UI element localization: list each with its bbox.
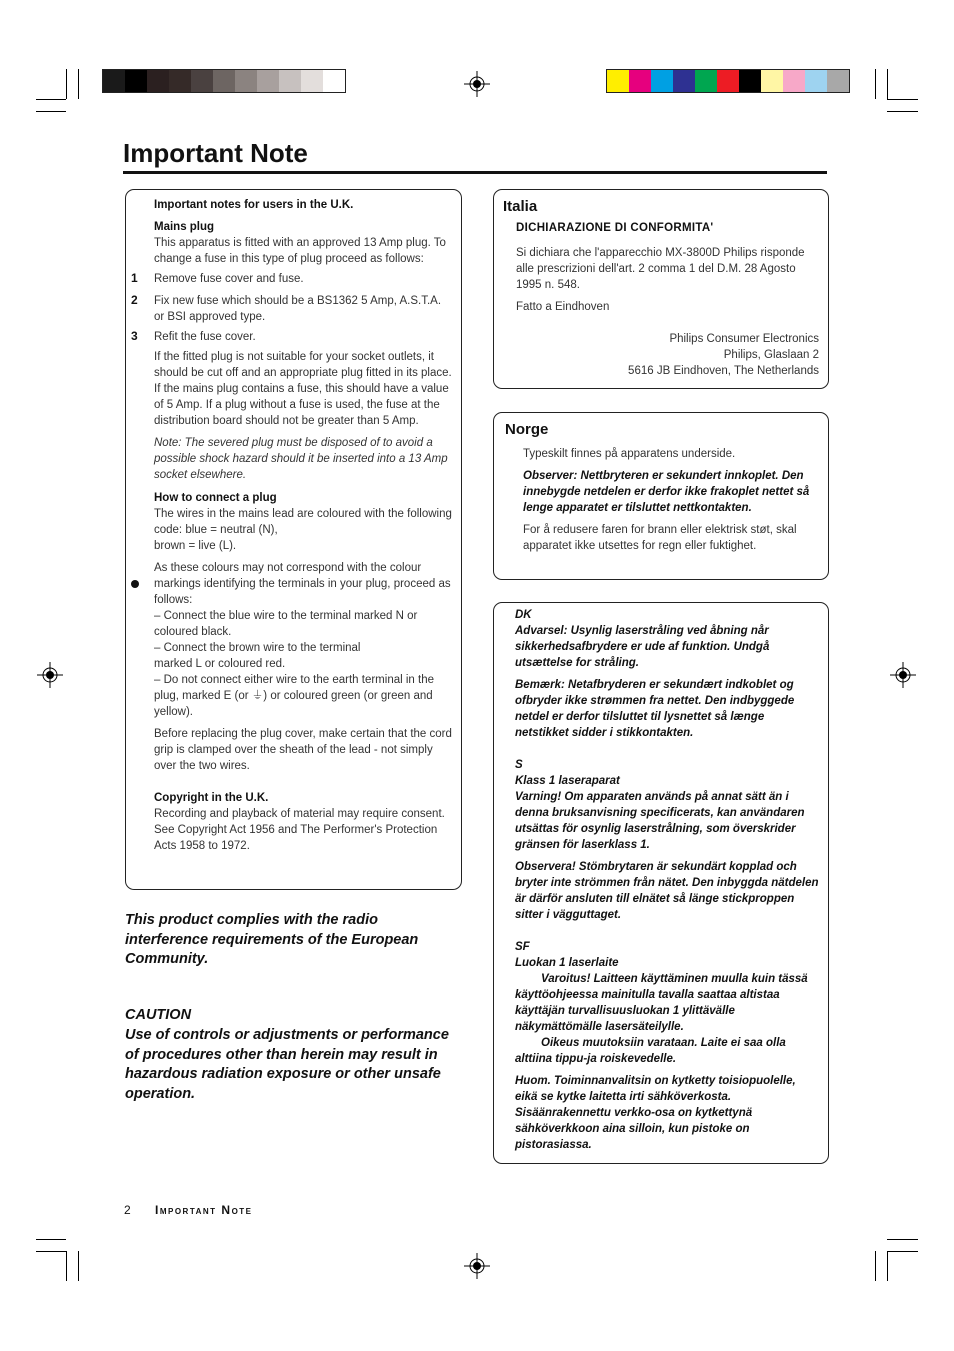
- registration-mark-icon: [37, 662, 63, 688]
- crop-mark: [66, 1251, 67, 1281]
- step-3-number: 3: [131, 329, 138, 343]
- s-label: S: [515, 759, 523, 771]
- color-swatch: [673, 70, 695, 92]
- s-observe: Observera! Stömbrytaren är sekundärt kopplad och bryter inte strömmen från nätet. Den inbyggda nätdelen är därför ansluten till elnätet så länge stickproppen sitter i vägguttaget.: [515, 861, 819, 921]
- connect-heading: How to connect a plug: [154, 492, 277, 504]
- copyright-text: Recording and playback of material may require consent. See Copyright Act 1956 and The Performer's Protection Acts 1958 to 1972.: [154, 808, 445, 852]
- dk-note: Bemærk: Netafbryderen er sekundært indkoblet og ofbryder ikke strømmen fra nettet. Den indbyggede netdel er derfor tilsluttet til lysnettet så længe netstikket sidder i stikkontakten.: [515, 679, 795, 739]
- color-swatch: [279, 70, 301, 92]
- color-swatch: [805, 70, 827, 92]
- color-swatch: [695, 70, 717, 92]
- color-swatch: [191, 70, 213, 92]
- norge-text-2: For å redusere faren for brann eller elektrisk støt, skal apparatet ikke utsettes for regn eller fuktighet.: [523, 524, 797, 552]
- step-1-text: Remove fuse cover and fuse.: [154, 273, 304, 285]
- registration-mark-icon: [464, 71, 490, 97]
- mains-heading: Mains plug: [154, 221, 215, 233]
- sf-rights: Oikeus muutoksiin varataan. Laite ei saa olla alttiina tippu-ja roiskevedelle.: [515, 1037, 786, 1065]
- color-swatch: [169, 70, 191, 92]
- color-bar: [606, 69, 850, 93]
- norge-content: [523, 446, 813, 554]
- norge-heading: Norge: [505, 421, 549, 438]
- crop-mark: [875, 1251, 876, 1281]
- title-rule: [123, 171, 827, 174]
- uk-notes-content: [154, 197, 452, 854]
- norge-text-1: Typeskilt finnes på apparatens underside.: [523, 448, 736, 460]
- registration-mark-icon: [890, 662, 916, 688]
- grey-color-bar: [102, 69, 346, 93]
- color-swatch: [235, 70, 257, 92]
- color-swatch: [125, 70, 147, 92]
- caution-heading: CAUTION: [125, 1007, 192, 1023]
- italia-address: [560, 331, 819, 379]
- sf-label: SF: [515, 941, 530, 953]
- s-warning: Varning! Om apparaten används på annat sätt än i denna bruksanvisning specificerats, kan användaren utsättas för osynlig laserstrålning, som överskrider gränsen för laserklass 1.: [515, 791, 805, 851]
- italia-heading: Italia: [503, 198, 538, 215]
- color-swatch: [629, 70, 651, 92]
- caution-text: Use of controls or adjustments or performance of procedures other than herein may result in hazardous radiation exposure or other unsafe operation.: [125, 1027, 449, 1102]
- page-number: 2: [124, 1203, 131, 1217]
- italia-address-line: 5616 JB Eindhoven, The Netherlands: [628, 365, 819, 377]
- page-title: Important Note: [123, 138, 308, 168]
- registration-mark-icon: [464, 1253, 490, 1279]
- dash-item-2-cont: marked L or coloured red.: [154, 658, 286, 670]
- step-2-text: Fix new fuse which should be a BS1362 5 Amp, A.S.T.A. or BSI approved type.: [154, 295, 442, 323]
- copyright-heading: Copyright in the U.K.: [154, 792, 269, 804]
- before-replacing-text: Before replacing the plug cover, make certain that the cord grip is clamped over the sheath of the lead - not simply over the two wires.: [154, 728, 452, 772]
- sf-class: Luokan 1 laserlaite: [515, 957, 619, 969]
- dash-item-3: – Do not connect either wire to the earth terminal in the plug, marked E (or ⏚) or coloured green (or green and yellow).: [154, 674, 434, 718]
- dk-warning: Advarsel: Usynlig laserstråling ved åbning når sikkerhedsafbrydere er ude af funktion. Undgå utsættelse for stråling.: [515, 625, 770, 669]
- crop-mark: [887, 99, 918, 100]
- step-1-number: 1: [131, 271, 138, 285]
- color-swatch: [827, 70, 849, 92]
- italia-place: Fatto a Eindhoven: [516, 301, 610, 313]
- plug-para-2: If the mains plug contains a fuse, this should have a value of 5 Amp. If a plug without a fuse is used, the fuse at the distribution board should not be greater than 5 Amp.: [154, 383, 449, 427]
- bullet-icon: [131, 580, 139, 588]
- step-3-text: Refit the fuse cover.: [154, 331, 256, 343]
- severed-plug-note: Note: The severed plug must be disposed of to avoid a possible shock hazard should it be inserted into a 13 Amp socket elsewhere.: [154, 437, 448, 481]
- crop-mark: [36, 99, 66, 100]
- uk-heading: Important notes for users in the U.K.: [154, 199, 354, 211]
- bullet-text: As these colours may not correspond with the colour markings identifying the terminals in your plug, proceed as follows:: [154, 562, 451, 606]
- crop-mark: [78, 1251, 79, 1281]
- italia-address-line: Philips, Glaslaan 2: [723, 349, 819, 361]
- connect-text-2: brown = live (L).: [154, 540, 237, 552]
- s-class: Klass 1 laseraparat: [515, 775, 620, 787]
- plug-para-1: If the fitted plug is not suitable for your socket outlets, it should be cut off and an appropriate plug fitted in its place.: [154, 351, 452, 379]
- norge-warning: Observer: Nettbryteren er sekundert innkoplet. Den innebygde netdelen er derfor ikke frakoplet nettet så lenge apparatet er tilsluttet nettkontakten.: [523, 470, 810, 514]
- crop-mark: [36, 111, 66, 112]
- color-swatch: [323, 70, 345, 92]
- nordic-content: [515, 607, 819, 1153]
- color-swatch: [301, 70, 323, 92]
- dk-label: DK: [515, 609, 532, 621]
- color-swatch: [257, 70, 279, 92]
- step-2-number: 2: [131, 293, 138, 307]
- footer-title: Important Note: [155, 1203, 253, 1217]
- crop-mark: [36, 1251, 66, 1252]
- crop-mark: [887, 1239, 918, 1240]
- color-swatch: [717, 70, 739, 92]
- color-swatch: [651, 70, 673, 92]
- crop-mark: [66, 69, 67, 99]
- mains-text: This apparatus is fitted with an approved 13 Amp plug. To change a fuse in this type of plug proceed as follows:: [154, 237, 446, 265]
- sf-note: Huom. Toiminnanvalitsin on kytketty toisiopuolelle, eikä se kytke laitetta irti sähköverkosta. Sisäänrakennettu verkko-osa on kytkettynä sähköverkkoon aina silloin, kun pistoke on pistorasiassa.: [515, 1075, 796, 1151]
- color-swatch: [739, 70, 761, 92]
- color-swatch: [147, 70, 169, 92]
- italia-subheading: DICHIARAZIONE DI CONFORMITA': [516, 222, 714, 234]
- crop-mark: [887, 111, 918, 112]
- color-swatch: [103, 70, 125, 92]
- color-swatch: [761, 70, 783, 92]
- crop-mark: [887, 69, 888, 99]
- crop-mark: [875, 69, 876, 99]
- dash-item-1: – Connect the blue wire to the terminal marked N or coloured black.: [154, 610, 418, 638]
- connect-text: The wires in the mains lead are coloured with the following code: blue = neutral (N),: [154, 508, 452, 536]
- color-swatch: [607, 70, 629, 92]
- color-swatch: [783, 70, 805, 92]
- dash-item-2: – Connect the brown wire to the terminal: [154, 642, 361, 654]
- italia-address-line: Philips Consumer Electronics: [669, 333, 819, 345]
- crop-mark: [78, 69, 79, 99]
- italia-text: Si dichiara che l'apparecchio MX-3800D Philips risponde alle prescrizioni dell'art. 2 comma 1 del D.M. 28 Agosto 1995 n. 548.: [516, 247, 805, 291]
- crop-mark: [36, 1239, 66, 1240]
- sf-warning: Varoitus! Laitteen käyttäminen muulla kuin tässä käyttöohjeessa mainitulla tavalla saattaa altistaa käyttäjän turvallisuusluokan 1 ylittävälle näkymättömälle lasersäteilylle.: [515, 973, 808, 1033]
- crop-mark: [887, 1251, 918, 1252]
- compliance-statement: This product complies with the radio interference requirements of the European Community.: [125, 912, 419, 967]
- crop-mark: [887, 1251, 888, 1281]
- color-swatch: [213, 70, 235, 92]
